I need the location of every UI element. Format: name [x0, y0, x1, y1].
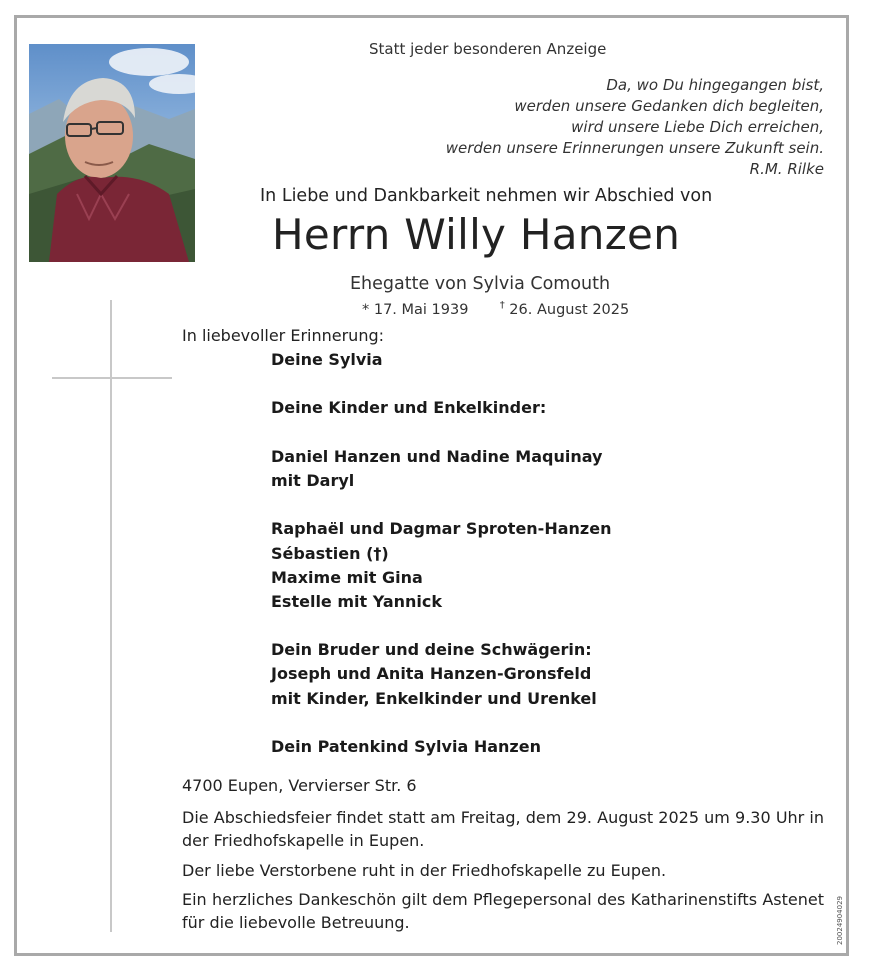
mourner-line: Maxime mit Gina: [271, 567, 423, 587]
mourner-line: Dein Patenkind Sylvia Hanzen: [271, 737, 541, 756]
mourners-list: [271, 348, 611, 759]
memory-label: In liebevoller Erinnerung:: [182, 326, 384, 345]
poem-line: Da, wo Du hingegangen bist,: [606, 76, 824, 94]
thanks-paragraph: Ein herzliches Dankeschön gilt dem Pflegepersonal des Katharinenstifts Astenet für die liebevolle Betreuung.: [182, 890, 824, 932]
mourner-line: mit Daryl: [271, 470, 355, 490]
mourner-line: Daniel Hanzen und Nadine Maquinay: [271, 446, 603, 466]
intro-text: In Liebe und Dankbarkeit nehmen wir Abschied von: [260, 186, 713, 206]
mourner-line: Deine Sylvia: [271, 350, 383, 369]
deceased-name: Herrn Willy Hanzen: [272, 210, 681, 259]
header-note: Statt jeder besonderen Anzeige: [369, 40, 607, 58]
spouse-line: Ehegatte von Sylvia Comouth: [350, 274, 611, 294]
mourner-line: [271, 372, 611, 396]
poem-line: werden unsere Gedanken dich begleiten,: [514, 97, 824, 115]
mourner-line: [271, 493, 611, 517]
poem-quote: [446, 75, 824, 180]
rest-paragraph: Der liebe Verstorbene ruht in der Friedhofskapelle zu Eupen.: [182, 861, 667, 880]
death-date: 26. August 2025: [509, 301, 630, 318]
death-symbol: †: [499, 300, 505, 311]
cross-horizontal-bar: [52, 377, 172, 379]
mourner-line: Estelle mit Yannick: [271, 591, 443, 611]
mourner-line: Joseph und Anita Hanzen-Gronsfeld: [271, 664, 592, 684]
mourner-line: Deine Kinder und Enkelkinder:: [271, 398, 547, 418]
poem-line: wird unsere Liebe Dich erreichen,: [571, 118, 824, 136]
mourner-line: [271, 711, 611, 735]
mourner-line: [271, 421, 611, 445]
mourner-line: [271, 614, 611, 638]
birth-date: 17. Mai 1939: [373, 301, 469, 318]
mourner-line: mit Kinder, Enkelkinder und Urenkel: [271, 688, 597, 708]
mourner-line: Sébastien (†): [271, 543, 389, 563]
print-code: 20024904029: [836, 896, 844, 945]
poem-author: R.M. Rilke: [749, 160, 824, 178]
life-dates: [362, 300, 629, 318]
poem-line: werden unsere Erinnerungen unsere Zukunft sein.: [445, 139, 824, 157]
cross-vertical-bar: [110, 300, 112, 932]
address-line: 4700 Eupen, Vervierser Str. 6: [182, 776, 417, 795]
mourner-line: Raphaël und Dagmar Sproten-Hanzen: [271, 519, 612, 539]
ceremony-paragraph: Die Abschiedsfeier findet statt am Freitag, dem 29. August 2025 um 9.30 Uhr in der Friedhofskapelle in Eupen.: [182, 808, 824, 850]
mourner-line: Dein Bruder und deine Schwägerin:: [271, 640, 592, 660]
portrait-photo: [29, 44, 195, 262]
birth-symbol: *: [362, 301, 370, 318]
